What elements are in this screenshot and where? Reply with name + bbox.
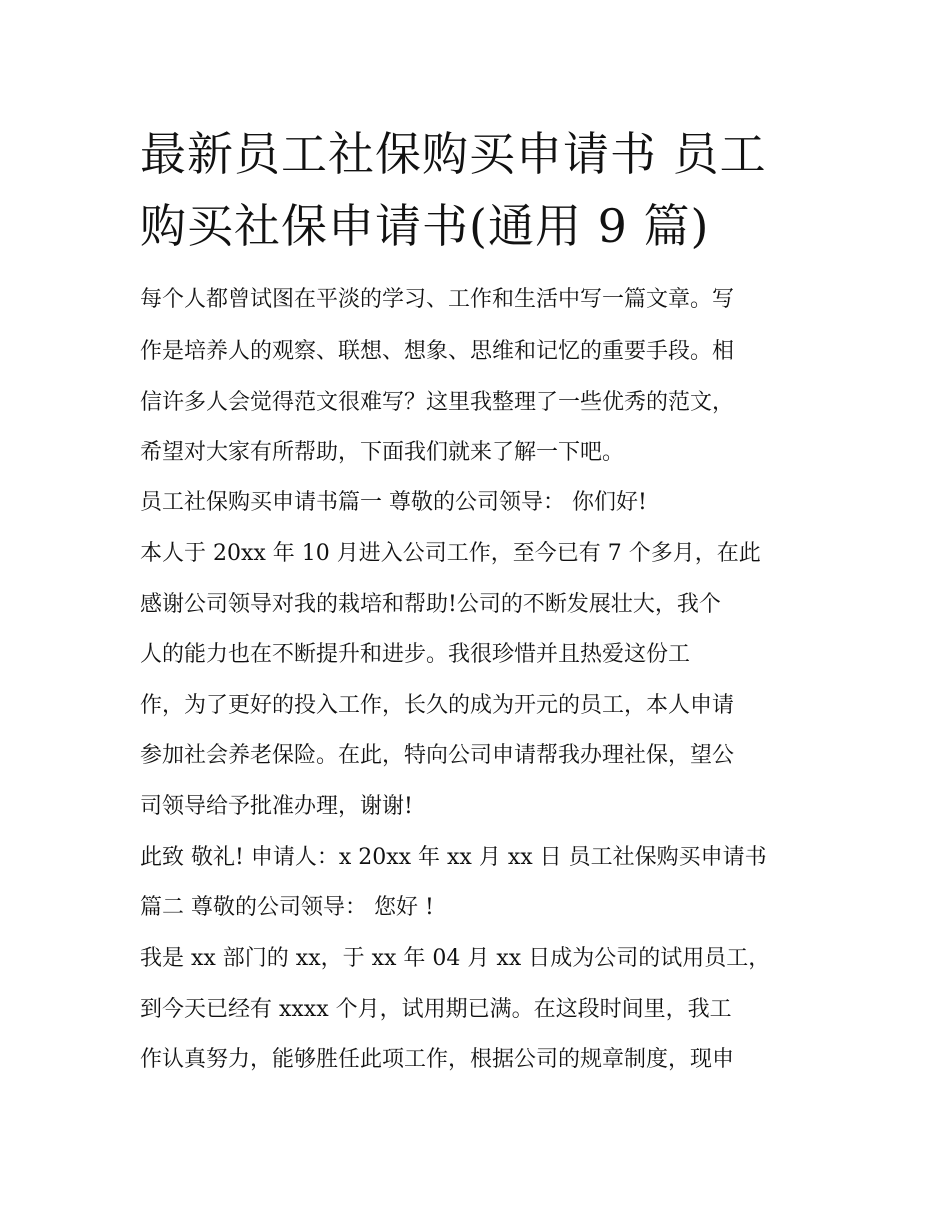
section-heading-line: 篇二 尊敬的公司领导： 您好 ! (140, 895, 434, 920)
body-line: 每个人都曾试图在平淡的学习、工作和生活中写一篇文章。写 (140, 287, 735, 312)
body-line: 感谢公司领导对我的栽培和帮助!公司的不断发展壮大，我个 (140, 592, 721, 617)
body-line: 信许多人会觉得范文很难写？这里我整理了一些优秀的范文， (140, 390, 735, 415)
body-line: 人的能力也在不断提升和进步。我很珍惜并且热爱这份工 (140, 642, 691, 667)
document-title (140, 118, 830, 262)
title-line-1: 最新员工社保购买申请书 员工 (140, 127, 767, 181)
body-line: 希望对大家有所帮助，下面我们就来了解一下吧。 (140, 440, 625, 465)
body-line: 我是 xx 部门的 xx，于 xx 年 04 月 xx 日成为公司的试用员工， (140, 946, 771, 971)
body-line: 本人于 20xx 年 10 月进入公司工作，至今已有 7 个多月，在此 (140, 541, 761, 566)
section-heading-line: 员工社保购买申请书篇一 尊敬的公司领导： 你们好! (140, 490, 647, 515)
body-line: 到今天已经有 xxxx 个月，试用期已满。在这段时间里，我工 (140, 997, 732, 1022)
body-line: 参加社会养老保险。在此，特向公司申请帮我办理社保，望公 (140, 743, 735, 768)
body-line: 司领导给予批准办理，谢谢! (140, 794, 413, 819)
title-line-2: 购买社保申请书(通用 9 篇) (140, 199, 710, 253)
body-line: 作认真努力，能够胜任此项工作，根据公司的规章制度，现申 (140, 1047, 735, 1072)
signature-line: 此致 敬礼! 申请人：x 20xx 年 xx 月 xx 日 员工社保购买申请书 (140, 845, 767, 870)
body-line: 作是培养人的观察、联想、想象、思维和记忆的重要手段。相 (140, 339, 735, 364)
body-line: 作，为了更好的投入工作，长久的成为开元的员工，本人申请 (140, 693, 735, 718)
